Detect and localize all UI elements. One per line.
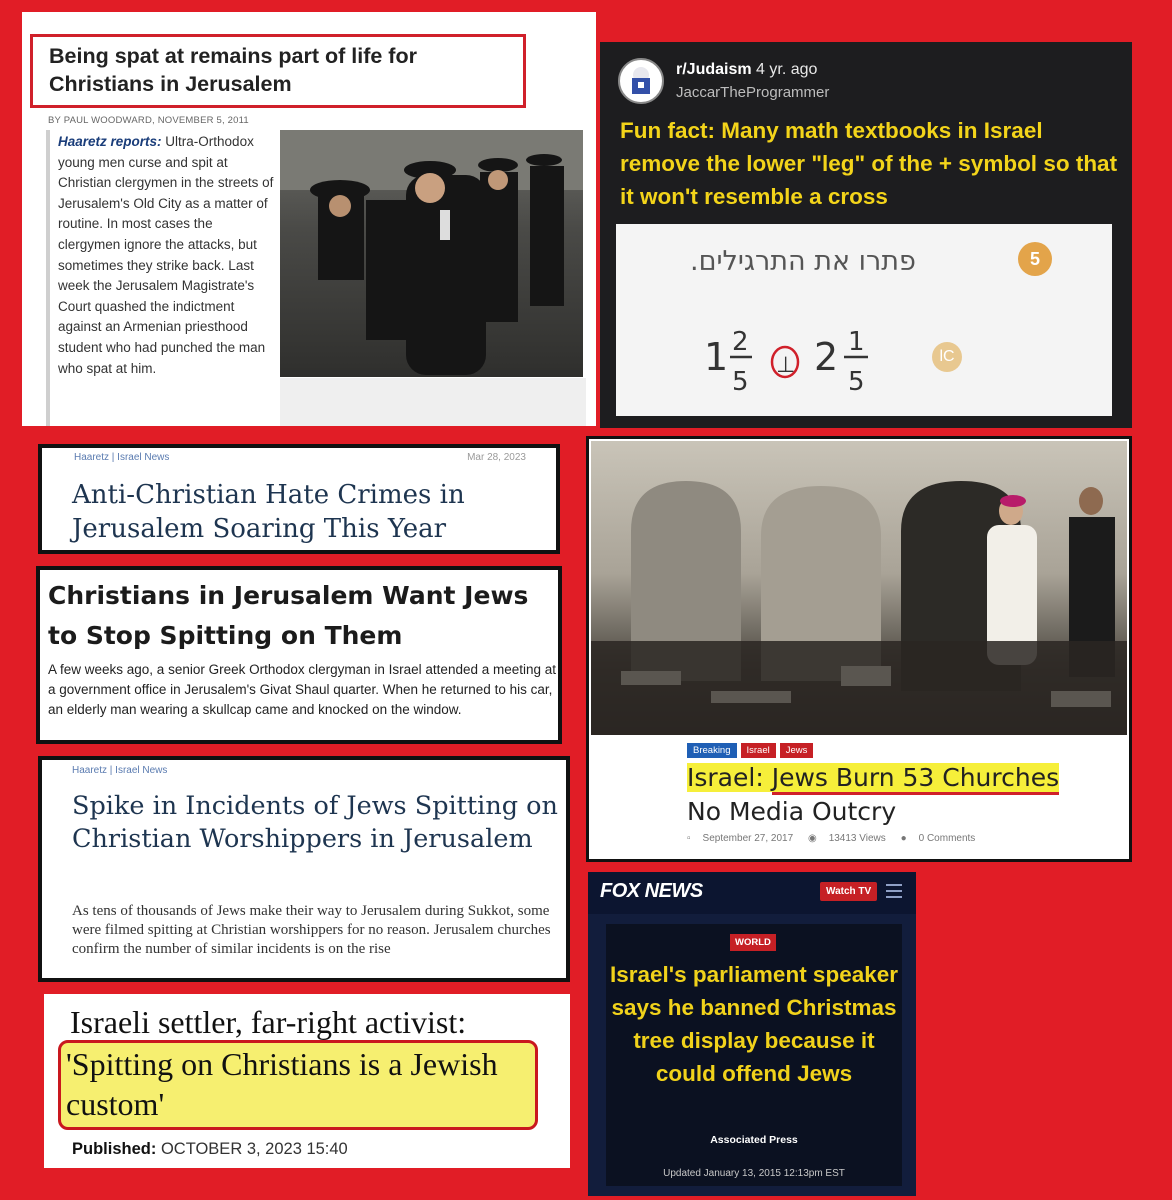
operator-symbol: ⊥: [776, 353, 796, 378]
first-whole: 1: [704, 335, 729, 379]
haaretz-hate-crimes-panel: [38, 444, 560, 554]
article-panel-spitting-2011: [22, 12, 596, 426]
exercise-number-badge: 5: [1018, 242, 1052, 276]
tag-breaking[interactable]: Breaking: [687, 743, 737, 758]
photo-caption-strip: [280, 378, 586, 426]
headline-line1[interactable]: [687, 763, 1059, 792]
second-numerator: 1: [848, 327, 865, 357]
article-date: Mar 28, 2023: [467, 452, 526, 463]
post-text: Fun fact: Many math textbooks in Israel remove the lower "leg" of the + symbol so that it won't resemble a cross: [620, 118, 1118, 209]
church-burn-panel: [586, 436, 1132, 862]
headline-line2[interactable]: No Media Outcry: [687, 797, 897, 826]
post-age: 4 yr. ago: [756, 61, 818, 78]
hebrew-instruction: פתרו את התרגילים.: [690, 246, 916, 277]
tag-row: [687, 743, 813, 758]
tag-israel[interactable]: Israel: [741, 743, 776, 758]
headline-prefix: Israel:: [687, 763, 772, 792]
math-expression: [704, 316, 1024, 396]
article-body: A few weeks ago, a senior Greek Orthodox clergyman in Israel attended a meeting at a government office in Jerusalem's Givat Shaul quarter. When he returned to his car, an elderly man wearing a skullcap came and knocked on the window.: [48, 662, 557, 717]
source-label: Haaretz | Israel News: [74, 452, 170, 463]
headline[interactable]: Anti-Christian Hate Crimes in Jerusalem Soaring This Year: [72, 480, 465, 544]
subreddit-name[interactable]: r/Judaism: [676, 61, 752, 78]
source-label: Haaretz | Israel News: [72, 765, 168, 776]
section-badge[interactable]: WORLD: [730, 934, 776, 951]
meta-date: September 27, 2017: [702, 833, 794, 844]
avatar-illustration: [620, 60, 662, 102]
updated-line: Updated January 13, 2015 12:13pm EST: [663, 1168, 845, 1179]
exercise-letter-badge: lC: [932, 342, 962, 372]
street-photo: [280, 130, 583, 377]
headline-highlight: Jews Burn 53 Churches: [772, 763, 1059, 795]
photo-illustration: [280, 130, 583, 377]
quote-text: Ultra-Orthodox young men curse and spit at Christian clergymen in the streets of Jerusalem's Old City as a matter of routine. In most cases the clergymen ignore the attacks, but sometimes they strike back. Last week the Jerusalem Magistrate's Court quashed the indictment against an Armenian priesthood student who had punched the man who spat at him.: [58, 134, 274, 376]
post-subreddit-line: [676, 61, 817, 79]
textbook-image: [616, 224, 1112, 416]
tag-jews[interactable]: Jews: [780, 743, 814, 758]
reddit-post-panel: [600, 42, 1132, 428]
fox-news-logo[interactable]: FOX NEWS: [600, 880, 703, 902]
calendar-icon: ▫: [687, 833, 691, 844]
headline[interactable]: Christians in Jerusalem Want Jews to Stop Spitting on Them: [48, 581, 529, 650]
comment-icon: ●: [900, 833, 907, 844]
haaretz-spike-panel: [38, 756, 570, 982]
eye-icon: ◉: [807, 833, 817, 844]
quote-block: [46, 130, 274, 426]
second-whole: 2: [814, 335, 839, 379]
subreddit-avatar-icon: [618, 58, 664, 104]
second-denominator: 5: [848, 367, 865, 396]
article-meta: [687, 833, 987, 844]
watch-tv-button[interactable]: Watch TV: [820, 882, 877, 901]
meta-comments[interactable]: 0 Comments: [918, 833, 976, 844]
first-denominator: 5: [732, 367, 749, 396]
meta-views: 13413 Views: [828, 833, 886, 844]
headline[interactable]: Israel's parliament speaker says he banned Christmas tree display because it could offend Jews: [609, 962, 899, 1086]
headline: Being spat at remains part of life for Christians in Jerusalem: [49, 44, 417, 96]
byline: BY PAUL WOODWARD, NOVEMBER 5, 2011: [48, 115, 249, 126]
settler-quote-panel: [44, 994, 570, 1168]
headline-box: [30, 34, 526, 108]
quote-source: Haaretz reports:: [58, 134, 162, 149]
credit-line: Associated Press: [710, 1134, 798, 1146]
burned-church-photo: [591, 441, 1127, 735]
post-username[interactable]: JaccarTheProgrammer: [676, 84, 830, 101]
photo-illustration: [591, 441, 1127, 735]
first-numerator: 2: [732, 327, 749, 357]
article-body: As tens of thousands of Jews make their way to Jerusalem during Sukkot, some were filmed spitting at Christian worshippers for no reason. Jerusalem churches confirm the number of similar incidents is on the rise: [72, 903, 551, 957]
published-line: [72, 1140, 348, 1159]
published-date: OCTOBER 3, 2023 15:40: [160, 1140, 348, 1158]
headline-quote: 'Spitting on Christians is a Jewish custom': [66, 1046, 498, 1122]
headline-line1: Israeli settler, far-right activist:: [70, 1004, 467, 1040]
published-label: Published:: [72, 1140, 157, 1158]
hamburger-menu-icon[interactable]: [886, 884, 902, 898]
fox-news-panel: [588, 872, 916, 1196]
christians-want-jews-stop-panel: [36, 566, 562, 744]
headline[interactable]: Spike in Incidents of Jews Spitting on Christian Worshippers in Jerusalem: [72, 791, 558, 854]
